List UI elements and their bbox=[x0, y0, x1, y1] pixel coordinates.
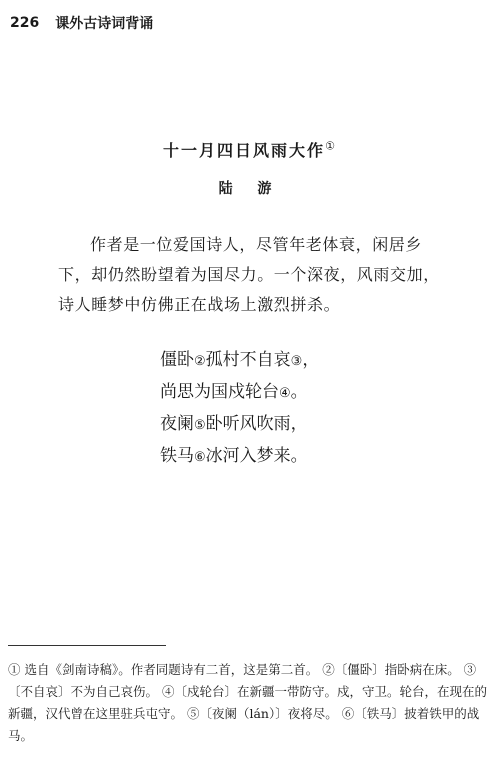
poem-line-text: 僵卧 bbox=[160, 350, 194, 370]
poem-line-text: 。 bbox=[290, 382, 308, 402]
footnote-divider bbox=[8, 645, 166, 646]
page-header bbox=[10, 14, 153, 32]
poem-line bbox=[160, 409, 319, 441]
book-title: 课外古诗词背诵 bbox=[55, 16, 154, 32]
poem-line bbox=[160, 377, 319, 409]
poem-line bbox=[160, 345, 319, 377]
poem-line-text: 孤村不自哀 bbox=[205, 350, 291, 370]
poem-title bbox=[0, 138, 500, 161]
footnote-marker: ③ bbox=[290, 354, 303, 369]
poem-line-text: 卧听风吹雨， bbox=[205, 414, 308, 434]
footnote-marker: ⑤ bbox=[194, 418, 206, 433]
poem-line-text: 尚思为国戍轮台 bbox=[160, 382, 279, 402]
footnote-marker: ⑥ bbox=[194, 450, 206, 465]
poem-line-text: 冰河入梦来。 bbox=[205, 446, 308, 466]
poem-line-text: 夜阑 bbox=[160, 414, 194, 434]
intro-text: 作者是一位爱国诗人，尽管年老体衰，闲居乡下，却仍然盼望着为国尽力。一个深夜，风雨交加，诗人睡梦中仿佛正在战场上激烈拼杀。 bbox=[58, 235, 440, 314]
poem-title-text: 十一月四日风雨大作 bbox=[163, 141, 326, 160]
footnote-marker: ① bbox=[325, 139, 337, 153]
poem-line bbox=[160, 441, 319, 473]
poem-author: 陆 游 bbox=[218, 181, 282, 197]
footnote-marker: ② bbox=[194, 354, 206, 369]
poem-line-punct: ， bbox=[302, 350, 320, 370]
poem-body bbox=[160, 345, 319, 473]
footnotes bbox=[8, 659, 490, 747]
poem-line-text: 铁马 bbox=[160, 446, 194, 466]
footnotes-text: ① 选自《剑南诗稿》。作者同题诗有二首，这是第二首。 ②〔僵卧〕指卧病在床。 ③〔不自哀〕不为自己哀伤。 ④〔戍轮台〕在新疆一带防守。戍，守卫。轮台，在现在的新疆，汉代曾在这里驻兵屯守。 ⑤〔夜阑（lán）〕夜将尽。 ⑥〔铁马〕披着铁甲的战马。 bbox=[8, 662, 487, 743]
footnote-marker: ④ bbox=[279, 386, 291, 401]
intro-paragraph bbox=[58, 230, 448, 320]
page-number: 226 bbox=[10, 15, 40, 31]
